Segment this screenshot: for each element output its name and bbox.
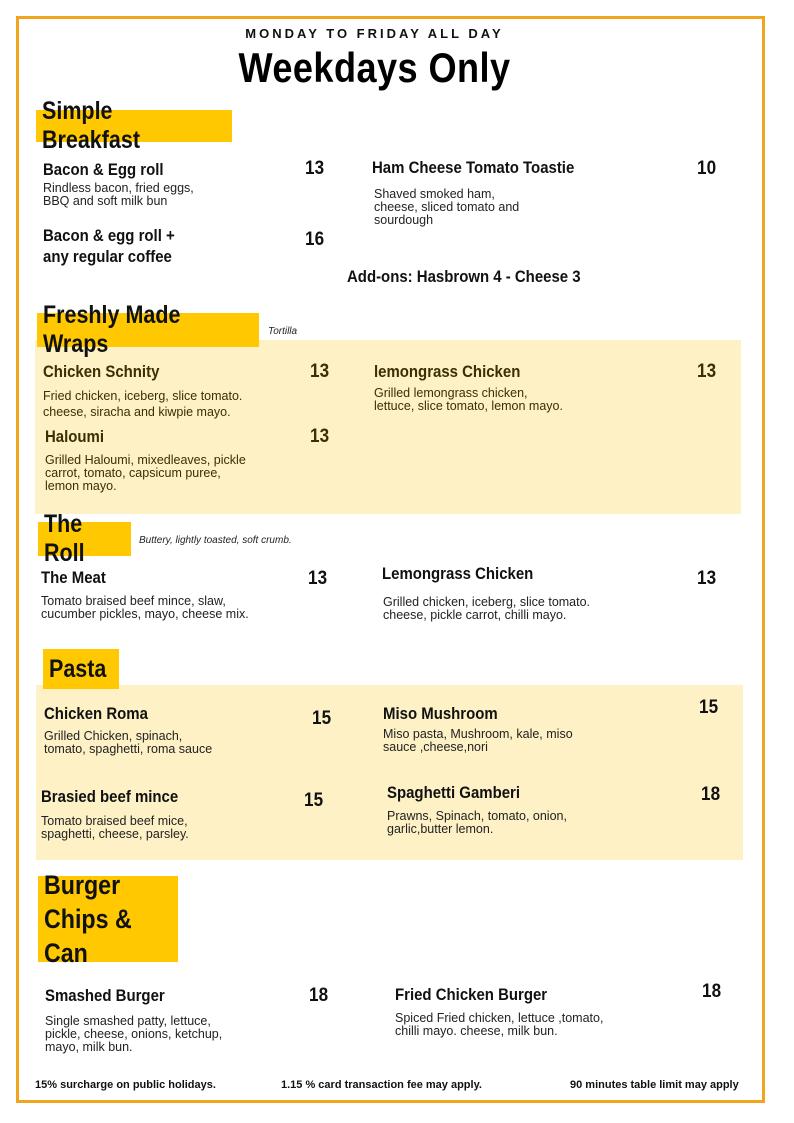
item-price-ham-cheese-toastie: 10: [697, 158, 717, 179]
item-price-lemongrass-chicken-wrap: 13: [697, 361, 717, 382]
item-desc-chicken-roma: Grilled Chicken, spinach, tomato, spaghetti, roma sauce: [44, 729, 213, 756]
roll-heading-text: The Roll: [44, 510, 85, 567]
breakfast-heading-text: Simple Breakfast: [42, 97, 140, 154]
item-price-the-meat: 13: [308, 568, 328, 589]
item-desc-spaghetti-gamberi: Prawns, Spinach, tomato, onion, garlic,butter lemon.: [387, 809, 567, 836]
item-price-smashed-burger: 18: [309, 985, 329, 1006]
item-name-lemongrass-chicken-wrap: lemongrass Chicken: [374, 362, 521, 381]
roll-note: Buttery, lightly toasted, soft crumb.: [139, 535, 292, 546]
section-heading-wraps: [37, 301, 259, 358]
section-heading-pasta: [43, 649, 119, 689]
item-name-fried-chicken-burger: Fried Chicken Burger: [395, 985, 548, 1004]
item-name-brasied-beef-mince: Brasied beef mince: [41, 787, 179, 806]
item-price-fried-chicken-burger: 18: [702, 981, 722, 1002]
item-desc-lemongrass-chicken-roll: Grilled chicken, iceberg, slice tomato. cheese, pickle carrot, chilli mayo.: [383, 595, 591, 622]
item-price-lemongrass-chicken-roll: 13: [697, 568, 717, 589]
item-desc-smashed-burger: Single smashed patty, lettuce, pickle, cheese, onions, ketchup, mayo, milk bun.: [45, 1014, 223, 1054]
item-desc-miso-mushroom: Miso pasta, Mushroom, kale, miso sauce ,cheese,nori: [383, 727, 573, 754]
item-price-bacon-egg-roll: 13: [305, 158, 325, 179]
item-name-spaghetti-gamberi: Spaghetti Gamberi: [387, 783, 521, 802]
item-name-the-meat: The Meat: [41, 568, 106, 587]
item-name-bacon-egg-coffee: Bacon & egg roll + any regular coffee: [43, 226, 175, 266]
item-name-miso-mushroom: Miso Mushroom: [383, 704, 498, 723]
footer-surcharge: 15% surcharge on public holidays.: [35, 1079, 216, 1091]
burger-heading-line2: Chips & Can: [44, 904, 132, 968]
section-heading-breakfast: [36, 97, 232, 154]
item-name-bacon-egg-roll: Bacon & Egg roll: [43, 160, 164, 179]
footer-card-fee: 1.15 % card transaction fee may apply.: [281, 1079, 482, 1091]
item-price-bacon-egg-coffee: 16: [305, 229, 325, 250]
item-name-chicken-schnity: Chicken Schnity: [43, 362, 160, 381]
item-price-haloumi: 13: [310, 426, 330, 447]
item-desc-lemongrass-chicken-wrap: Grilled lemongrass chicken, lettuce, slice tomato, lemon mayo.: [374, 386, 563, 413]
item-price-miso-mushroom: 15: [699, 697, 719, 718]
wraps-heading-text: Freshly Made Wraps: [43, 301, 181, 358]
item-name-chicken-roma: Chicken Roma: [44, 704, 148, 723]
item-desc-ham-cheese-toastie: Shaved smoked ham, cheese, sliced tomato and sourdough: [374, 187, 520, 227]
menu-kicker: MONDAY TO FRIDAY ALL DAY: [245, 26, 504, 41]
item-desc-haloumi: Grilled Haloumi, mixedleaves, pickle carrot, tomato, capsicum puree, lemon mayo.: [45, 453, 246, 493]
item-price-chicken-schnity: 13: [310, 361, 330, 382]
item-desc-brasied-beef-mince: Tomato braised beef mice, spaghetti, cheese, parsley.: [41, 814, 189, 841]
section-heading-roll: [38, 510, 131, 567]
pasta-heading-text: Pasta: [49, 654, 107, 683]
section-heading-burger: [38, 870, 178, 968]
item-desc-the-meat: Tomato braised beef mince, slaw, cucumber pickles, mayo, cheese mix.: [41, 594, 249, 621]
item-price-brasied-beef-mince: 15: [304, 790, 324, 811]
menu-title: Weekdays Only: [238, 44, 511, 91]
item-desc-chicken-schnity: Fried chicken, iceberg, slice tomato. cheese, siracha and kiwpie mayo.: [43, 389, 243, 419]
item-price-chicken-roma: 15: [312, 708, 332, 729]
item-desc-bacon-egg-roll: Rindless bacon, fried eggs, BBQ and soft milk bun: [43, 181, 194, 208]
wraps-note: Tortilla: [268, 326, 298, 337]
burger-heading-line1: Burger: [44, 870, 121, 900]
item-desc-fried-chicken-burger: Spiced Fried chicken, lettuce ,tomato, chilli mayo. cheese, milk bun.: [395, 1011, 604, 1038]
footer-table-limit: 90 minutes table limit may apply: [570, 1079, 739, 1091]
item-name-haloumi: Haloumi: [45, 427, 105, 446]
item-name-ham-cheese-toastie: Ham Cheese Tomato Toastie: [372, 158, 575, 177]
breakfast-addons: Add-ons: Hasbrown 4 - Cheese 3: [347, 267, 581, 286]
item-name-smashed-burger: Smashed Burger: [45, 986, 165, 1005]
item-name-lemongrass-chicken-roll: Lemongrass Chicken: [382, 564, 534, 583]
item-price-spaghetti-gamberi: 18: [701, 784, 721, 805]
